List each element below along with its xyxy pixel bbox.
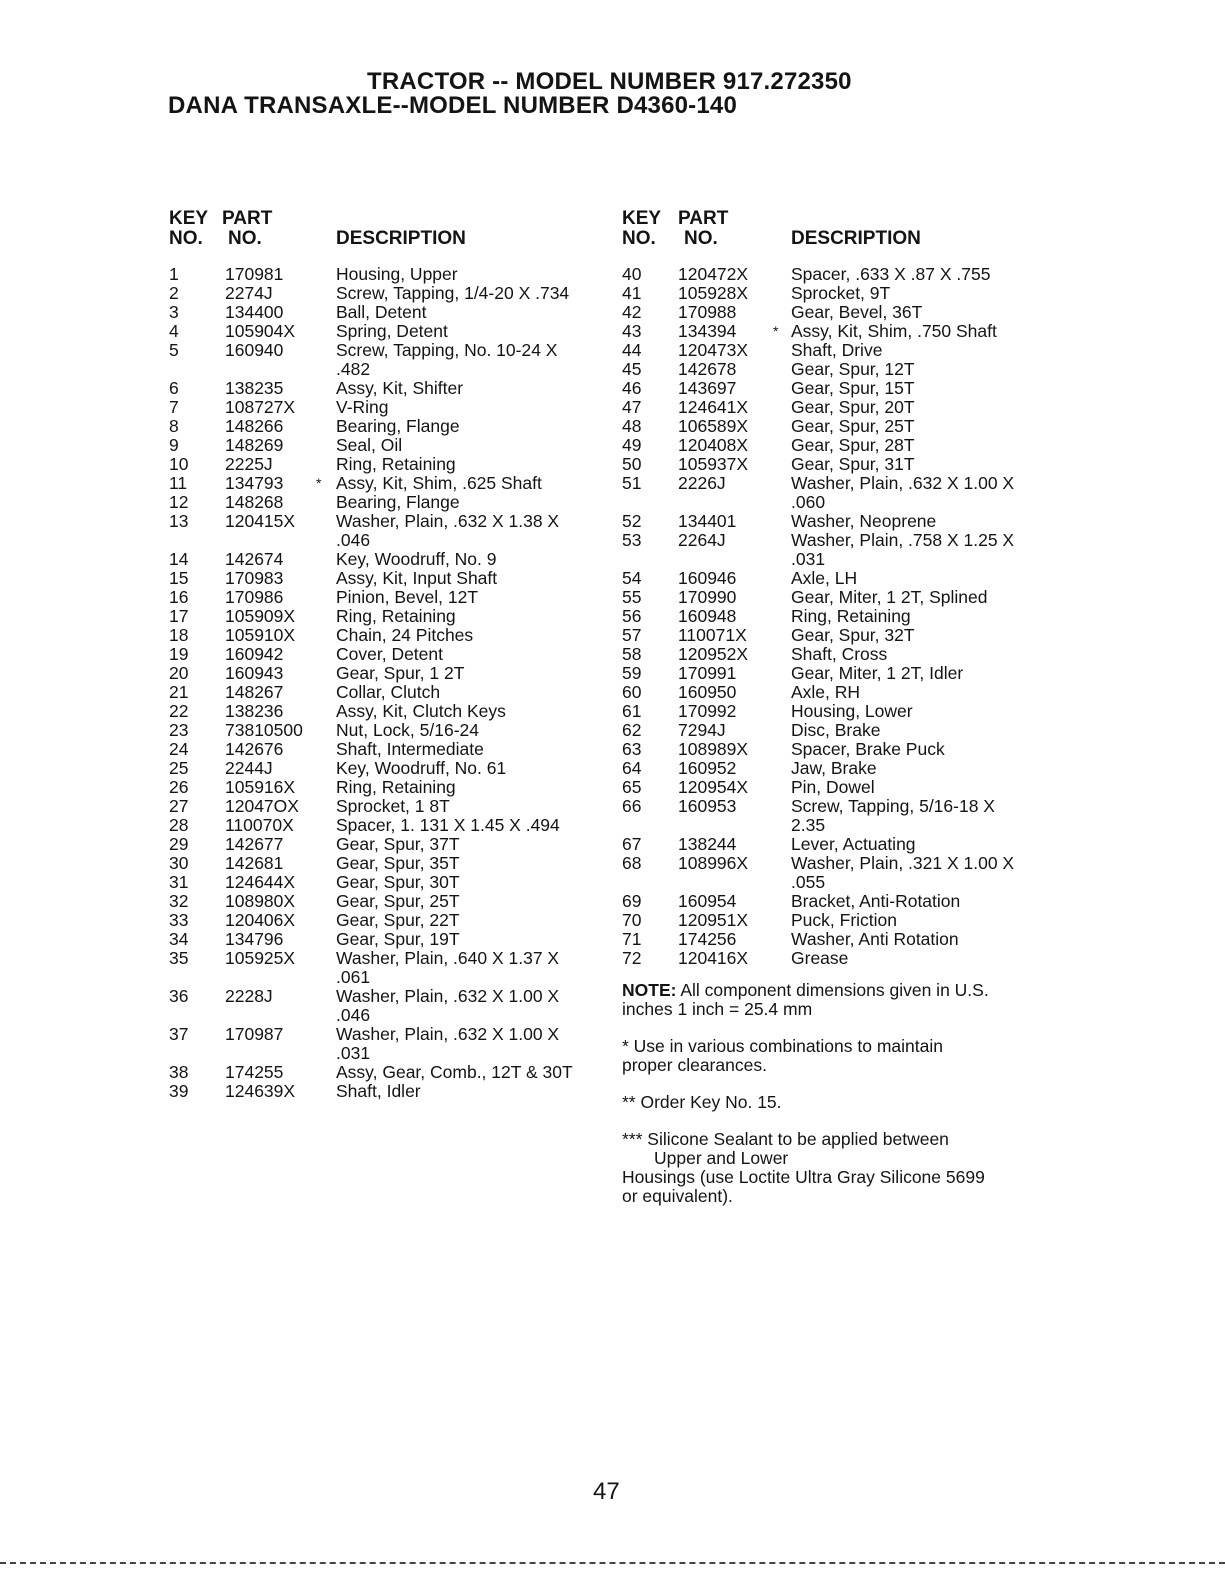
- part-number: 142676: [225, 739, 284, 759]
- part-description: Gear, Spur, 20T: [791, 397, 915, 417]
- key-number: 10: [169, 454, 189, 474]
- part-number: 160953: [678, 796, 737, 816]
- bottom-divider: [0, 1562, 1225, 1564]
- part-description: Collar, Clutch: [336, 682, 441, 702]
- key-number: 56: [622, 606, 642, 626]
- key-number: 53: [622, 530, 642, 550]
- part-number: 120408X: [678, 435, 749, 455]
- part-description: Gear, Spur, 32T: [791, 625, 915, 645]
- key-number: 40: [622, 264, 642, 284]
- part-number: 134796: [225, 929, 284, 949]
- part-description-continued: .061: [336, 967, 371, 987]
- part-number: 108727X: [225, 397, 296, 417]
- part-number: 120406X: [225, 910, 296, 930]
- part-number: 142681: [225, 853, 284, 873]
- key-number: 64: [622, 758, 642, 778]
- key-number: 34: [169, 929, 189, 949]
- part-description: Gear, Spur, 1 2T: [336, 663, 465, 683]
- part-number: 120415X: [225, 511, 296, 531]
- part-number: 142677: [225, 834, 284, 854]
- part-number: 160954: [678, 891, 737, 911]
- part-description-continued: .046: [336, 1005, 371, 1025]
- part-description: Gear, Spur, 35T: [336, 853, 460, 873]
- part-description: Screw, Tapping, No. 10-24 X: [336, 340, 558, 360]
- part-description: V-Ring: [336, 397, 389, 417]
- part-number: 170981: [225, 264, 284, 284]
- key-number: 21: [169, 682, 189, 702]
- part-number: 134394: [678, 321, 737, 341]
- key-number: 1: [169, 264, 179, 284]
- key-header-left-2: NO.: [169, 228, 203, 249]
- part-description: Ring, Retaining: [336, 777, 456, 797]
- part-number: 160948: [678, 606, 737, 626]
- part-description: Grease: [791, 948, 849, 968]
- key-number: 29: [169, 834, 189, 854]
- key-number: 57: [622, 625, 642, 645]
- part-description: Gear, Spur, 31T: [791, 454, 915, 474]
- part-description: Sprocket, 9T: [791, 283, 891, 303]
- page-number: 47: [593, 1478, 620, 1505]
- key-number: 12: [169, 492, 189, 512]
- part-description: Assy, Kit, Clutch Keys: [336, 701, 506, 721]
- part-description: Gear, Miter, 1 2T, Splined: [791, 587, 988, 607]
- part-description: Washer, Plain, .632 X 1.00 X: [336, 1024, 560, 1044]
- part-description: Assy, Kit, Input Shaft: [336, 568, 498, 588]
- key-number: 65: [622, 777, 642, 797]
- part-number: 108996X: [678, 853, 749, 873]
- key-header-right-1: KEY: [622, 208, 662, 229]
- part-description: Shaft, Intermediate: [336, 739, 484, 759]
- part-description: Washer, Plain, .758 X 1.25 X: [791, 530, 1015, 550]
- part-number: 138235: [225, 378, 284, 398]
- key-number: 7: [169, 397, 179, 417]
- part-description-continued: 2.35: [791, 815, 826, 835]
- key-number: 32: [169, 891, 189, 911]
- note-text-2: inches 1 inch = 25.4 mm: [622, 999, 813, 1019]
- key-number: 41: [622, 283, 642, 303]
- part-description: Bracket, Anti-Rotation: [791, 891, 961, 911]
- part-description: Key, Woodruff, No. 61: [336, 758, 507, 778]
- part-description: Washer, Anti Rotation: [791, 929, 959, 949]
- part-number: 124639X: [225, 1081, 296, 1101]
- part-description: Ring, Retaining: [336, 606, 456, 626]
- key-number: 54: [622, 568, 642, 588]
- star-marker: *: [316, 475, 322, 491]
- part-number: 160942: [225, 644, 284, 664]
- part-number: 12047OX: [225, 796, 299, 816]
- key-number: 17: [169, 606, 189, 626]
- part-number: 108980X: [225, 891, 296, 911]
- key-number: 42: [622, 302, 642, 322]
- part-number: 120951X: [678, 910, 749, 930]
- key-number: 36: [169, 986, 189, 1006]
- part-number: 2225J: [225, 454, 273, 474]
- part-number: 120416X: [678, 948, 749, 968]
- part-description: Disc, Brake: [791, 720, 881, 740]
- key-number: 15: [169, 568, 189, 588]
- key-number: 52: [622, 511, 642, 531]
- part-description-continued: .055: [791, 872, 826, 892]
- page-subtitle: DANA TRANSAXLE--MODEL NUMBER D4360-140: [168, 92, 738, 119]
- key-number: 50: [622, 454, 642, 474]
- part-number: 138236: [225, 701, 284, 721]
- key-number: 49: [622, 435, 642, 455]
- part-description: Gear, Bevel, 36T: [791, 302, 923, 322]
- key-number: 70: [622, 910, 642, 930]
- part-number: 7294J: [678, 720, 726, 740]
- part-description: Shaft, Drive: [791, 340, 883, 360]
- key-number: 20: [169, 663, 189, 683]
- key-number: 62: [622, 720, 642, 740]
- part-number: 120473X: [678, 340, 749, 360]
- part-number: 105928X: [678, 283, 749, 303]
- part-description-continued: .031: [336, 1043, 371, 1063]
- part-number: 105910X: [225, 625, 296, 645]
- part-description: Washer, Plain, .640 X 1.37 X: [336, 948, 560, 968]
- part-description: Key, Woodruff, No. 9: [336, 549, 497, 569]
- key-number: 55: [622, 587, 642, 607]
- key-number: 39: [169, 1081, 189, 1101]
- key-number: 51: [622, 473, 642, 493]
- part-number: 174255: [225, 1062, 284, 1082]
- part-description: Sprocket, 1 8T: [336, 796, 450, 816]
- key-header-right-2: NO.: [622, 228, 656, 249]
- part-description: Bearing, Flange: [336, 492, 460, 512]
- part-number: 105925X: [225, 948, 296, 968]
- part-number: 106589X: [678, 416, 749, 436]
- key-number: 25: [169, 758, 189, 778]
- key-number: 68: [622, 853, 642, 873]
- part-number: 160950: [678, 682, 737, 702]
- part-number: 148266: [225, 416, 284, 436]
- key-number: 3: [169, 302, 179, 322]
- part-number: 142674: [225, 549, 284, 569]
- part-number: 2228J: [225, 986, 273, 1006]
- key-number: 26: [169, 777, 189, 797]
- key-number: 58: [622, 644, 642, 664]
- part-description: Ring, Retaining: [791, 606, 911, 626]
- part-description: Assy, Kit, Shim, .750 Shaft: [791, 321, 997, 341]
- key-number: 61: [622, 701, 642, 721]
- part-number: 134400: [225, 302, 284, 322]
- key-number: 22: [169, 701, 189, 721]
- part-number: 142678: [678, 359, 737, 379]
- description-header-right: DESCRIPTION: [791, 228, 921, 249]
- part-description: Screw, Tapping, 5/16-18 X: [791, 796, 995, 816]
- part-header-right-1: PART: [678, 208, 729, 229]
- key-number: 66: [622, 796, 642, 816]
- part-number: 105937X: [678, 454, 749, 474]
- part-description: Axle, LH: [791, 568, 858, 588]
- key-number: 24: [169, 739, 189, 759]
- part-header-left-1: PART: [222, 208, 273, 229]
- key-number: 30: [169, 853, 189, 873]
- part-number: 110071X: [678, 625, 747, 645]
- key-header-left-1: KEY: [169, 208, 209, 229]
- key-number: 71: [622, 929, 642, 949]
- tstar-note-2: Upper and Lower: [654, 1148, 789, 1168]
- part-number: 73810500: [225, 720, 303, 740]
- part-description-continued: .482: [336, 359, 371, 379]
- key-number: 38: [169, 1062, 189, 1082]
- part-description-continued: .046: [336, 530, 371, 550]
- part-description: Washer, Plain, .321 X 1.00 X: [791, 853, 1015, 873]
- key-number: 27: [169, 796, 189, 816]
- part-description: Spacer, 1. 131 X 1.45 X .494: [336, 815, 560, 835]
- part-description: Housing, Lower: [791, 701, 913, 721]
- part-number: 170988: [678, 302, 737, 322]
- key-number: 11: [169, 473, 188, 493]
- key-number: 18: [169, 625, 189, 645]
- part-description: Pinion, Bevel, 12T: [336, 587, 479, 607]
- key-number: 63: [622, 739, 642, 759]
- part-header-right-2: NO.: [684, 228, 718, 249]
- part-description: Spring, Detent: [336, 321, 448, 341]
- tstar-note-4: or equivalent).: [622, 1186, 733, 1206]
- key-number: 6: [169, 378, 179, 398]
- key-number: 67: [622, 834, 642, 854]
- part-number: 170992: [678, 701, 737, 721]
- star-note-1: * Use in various combinations to maintain: [622, 1036, 943, 1056]
- key-number: 4: [169, 321, 179, 341]
- part-number: 160952: [678, 758, 737, 778]
- part-description-continued: .060: [791, 492, 826, 512]
- part-description: Washer, Plain, .632 X 1.00 X: [336, 986, 560, 1006]
- part-number: 148269: [225, 435, 284, 455]
- part-number: 160946: [678, 568, 737, 588]
- part-description: Seal, Oil: [336, 435, 403, 455]
- part-description: Assy, Gear, Comb., 12T & 30T: [336, 1062, 573, 1082]
- part-description: Spacer, .633 X .87 X .755: [791, 264, 991, 284]
- triple-star-note: [622, 1130, 1042, 1206]
- part-number: 143697: [678, 378, 737, 398]
- single-star-note: [622, 1037, 1042, 1075]
- part-description: Assy, Kit, Shifter: [336, 378, 464, 398]
- description-header-left: DESCRIPTION: [336, 228, 466, 249]
- part-description: Nut, Lock, 5/16-24: [336, 720, 479, 740]
- key-number: 16: [169, 587, 189, 607]
- part-description: Lever, Actuating: [791, 834, 916, 854]
- tstar-note-3: Housings (use Loctite Ultra Gray Silicone 5699: [622, 1167, 985, 1187]
- key-number: 59: [622, 663, 642, 683]
- key-number: 9: [169, 435, 179, 455]
- part-description: Shaft, Idler: [336, 1081, 421, 1101]
- part-description: Puck, Friction: [791, 910, 897, 930]
- key-number: 60: [622, 682, 642, 702]
- notes-section: [622, 981, 1042, 1224]
- key-number: 37: [169, 1024, 189, 1044]
- part-description: Bearing, Flange: [336, 416, 460, 436]
- key-number: 5: [169, 340, 179, 360]
- key-number: 46: [622, 378, 642, 398]
- part-description: Chain, 24 Pitches: [336, 625, 474, 645]
- part-number: 108989X: [678, 739, 749, 759]
- part-number: 2264J: [678, 530, 726, 550]
- part-number: 134401: [678, 511, 737, 531]
- part-description: Gear, Spur, 19T: [336, 929, 460, 949]
- dimension-note: [622, 981, 1042, 1019]
- star-marker: *: [773, 323, 779, 339]
- part-number: 134793: [225, 473, 284, 493]
- part-number: 148268: [225, 492, 284, 512]
- tstar-note-1: *** Silicone Sealant to be applied between: [622, 1129, 949, 1149]
- key-number: 28: [169, 815, 189, 835]
- key-number: 47: [622, 397, 642, 417]
- part-number: 124641X: [678, 397, 749, 417]
- part-header-left-2: NO.: [228, 228, 262, 249]
- part-description: Spacer, Brake Puck: [791, 739, 945, 759]
- dstar-note: ** Order Key No. 15.: [622, 1092, 782, 1112]
- part-number: 2274J: [225, 283, 273, 303]
- part-description: Washer, Plain, .632 X 1.00 X: [791, 473, 1015, 493]
- part-description: Shaft, Cross: [791, 644, 888, 664]
- part-number: 160943: [225, 663, 284, 683]
- part-description: Jaw, Brake: [791, 758, 877, 778]
- part-description: Housing, Upper: [336, 264, 458, 284]
- part-number: 170983: [225, 568, 284, 588]
- key-number: 45: [622, 359, 642, 379]
- part-number: 105909X: [225, 606, 296, 626]
- page-title: TRACTOR -- MODEL NUMBER 917.272350: [367, 68, 852, 95]
- part-description: Washer, Neoprene: [791, 511, 937, 531]
- part-description: Ball, Detent: [336, 302, 427, 322]
- part-description: Gear, Spur, 25T: [336, 891, 460, 911]
- part-description: Gear, Spur, 12T: [791, 359, 915, 379]
- part-description: Axle, RH: [791, 682, 861, 702]
- part-number: 138244: [678, 834, 737, 854]
- part-description: Gear, Spur, 30T: [336, 872, 460, 892]
- part-number: 170986: [225, 587, 284, 607]
- part-description: Gear, Miter, 1 2T, Idler: [791, 663, 964, 683]
- part-number: 170990: [678, 587, 737, 607]
- key-number: 44: [622, 340, 642, 360]
- part-description-continued: .031: [791, 549, 826, 569]
- part-description: Cover, Detent: [336, 644, 443, 664]
- part-number: 105904X: [225, 321, 296, 341]
- key-number: 43: [622, 321, 642, 341]
- key-number: 2: [169, 283, 179, 303]
- part-description: Screw, Tapping, 1/4-20 X .734: [336, 283, 570, 303]
- key-number: 8: [169, 416, 179, 436]
- double-star-note: [622, 1093, 1042, 1112]
- part-number: 2226J: [678, 473, 726, 493]
- note-label: NOTE:: [622, 980, 677, 1000]
- key-number: 13: [169, 511, 189, 531]
- part-description: Ring, Retaining: [336, 454, 456, 474]
- part-description: Gear, Spur, 25T: [791, 416, 915, 436]
- key-number: 19: [169, 644, 189, 664]
- part-number: 170991: [678, 663, 737, 683]
- part-number: 160940: [225, 340, 284, 360]
- part-number: 170987: [225, 1024, 284, 1044]
- part-description: Gear, Spur, 28T: [791, 435, 915, 455]
- part-description: Gear, Spur, 37T: [336, 834, 460, 854]
- part-number: 120954X: [678, 777, 749, 797]
- key-number: 48: [622, 416, 642, 436]
- part-description: Assy, Kit, Shim, .625 Shaft: [336, 473, 542, 493]
- key-number: 35: [169, 948, 189, 968]
- star-note-2: proper clearances.: [622, 1055, 767, 1075]
- part-description: Washer, Plain, .632 X 1.38 X: [336, 511, 560, 531]
- key-number: 14: [169, 549, 189, 569]
- key-number: 31: [169, 872, 189, 892]
- key-number: 23: [169, 720, 189, 740]
- part-description: Pin, Dowel: [791, 777, 875, 797]
- part-number: 124644X: [225, 872, 296, 892]
- key-number: 33: [169, 910, 189, 930]
- part-number: 105916X: [225, 777, 296, 797]
- part-number: 2244J: [225, 758, 273, 778]
- part-description: Gear, Spur, 22T: [336, 910, 460, 930]
- part-number: 148267: [225, 682, 284, 702]
- key-number: 72: [622, 948, 642, 968]
- part-number: 110070X: [225, 815, 294, 835]
- key-number: 69: [622, 891, 642, 911]
- part-number: 120952X: [678, 644, 749, 664]
- note-text-1: All component dimensions given in U.S.: [676, 980, 989, 1000]
- part-number: 120472X: [678, 264, 749, 284]
- part-description: Gear, Spur, 15T: [791, 378, 915, 398]
- part-number: 174256: [678, 929, 737, 949]
